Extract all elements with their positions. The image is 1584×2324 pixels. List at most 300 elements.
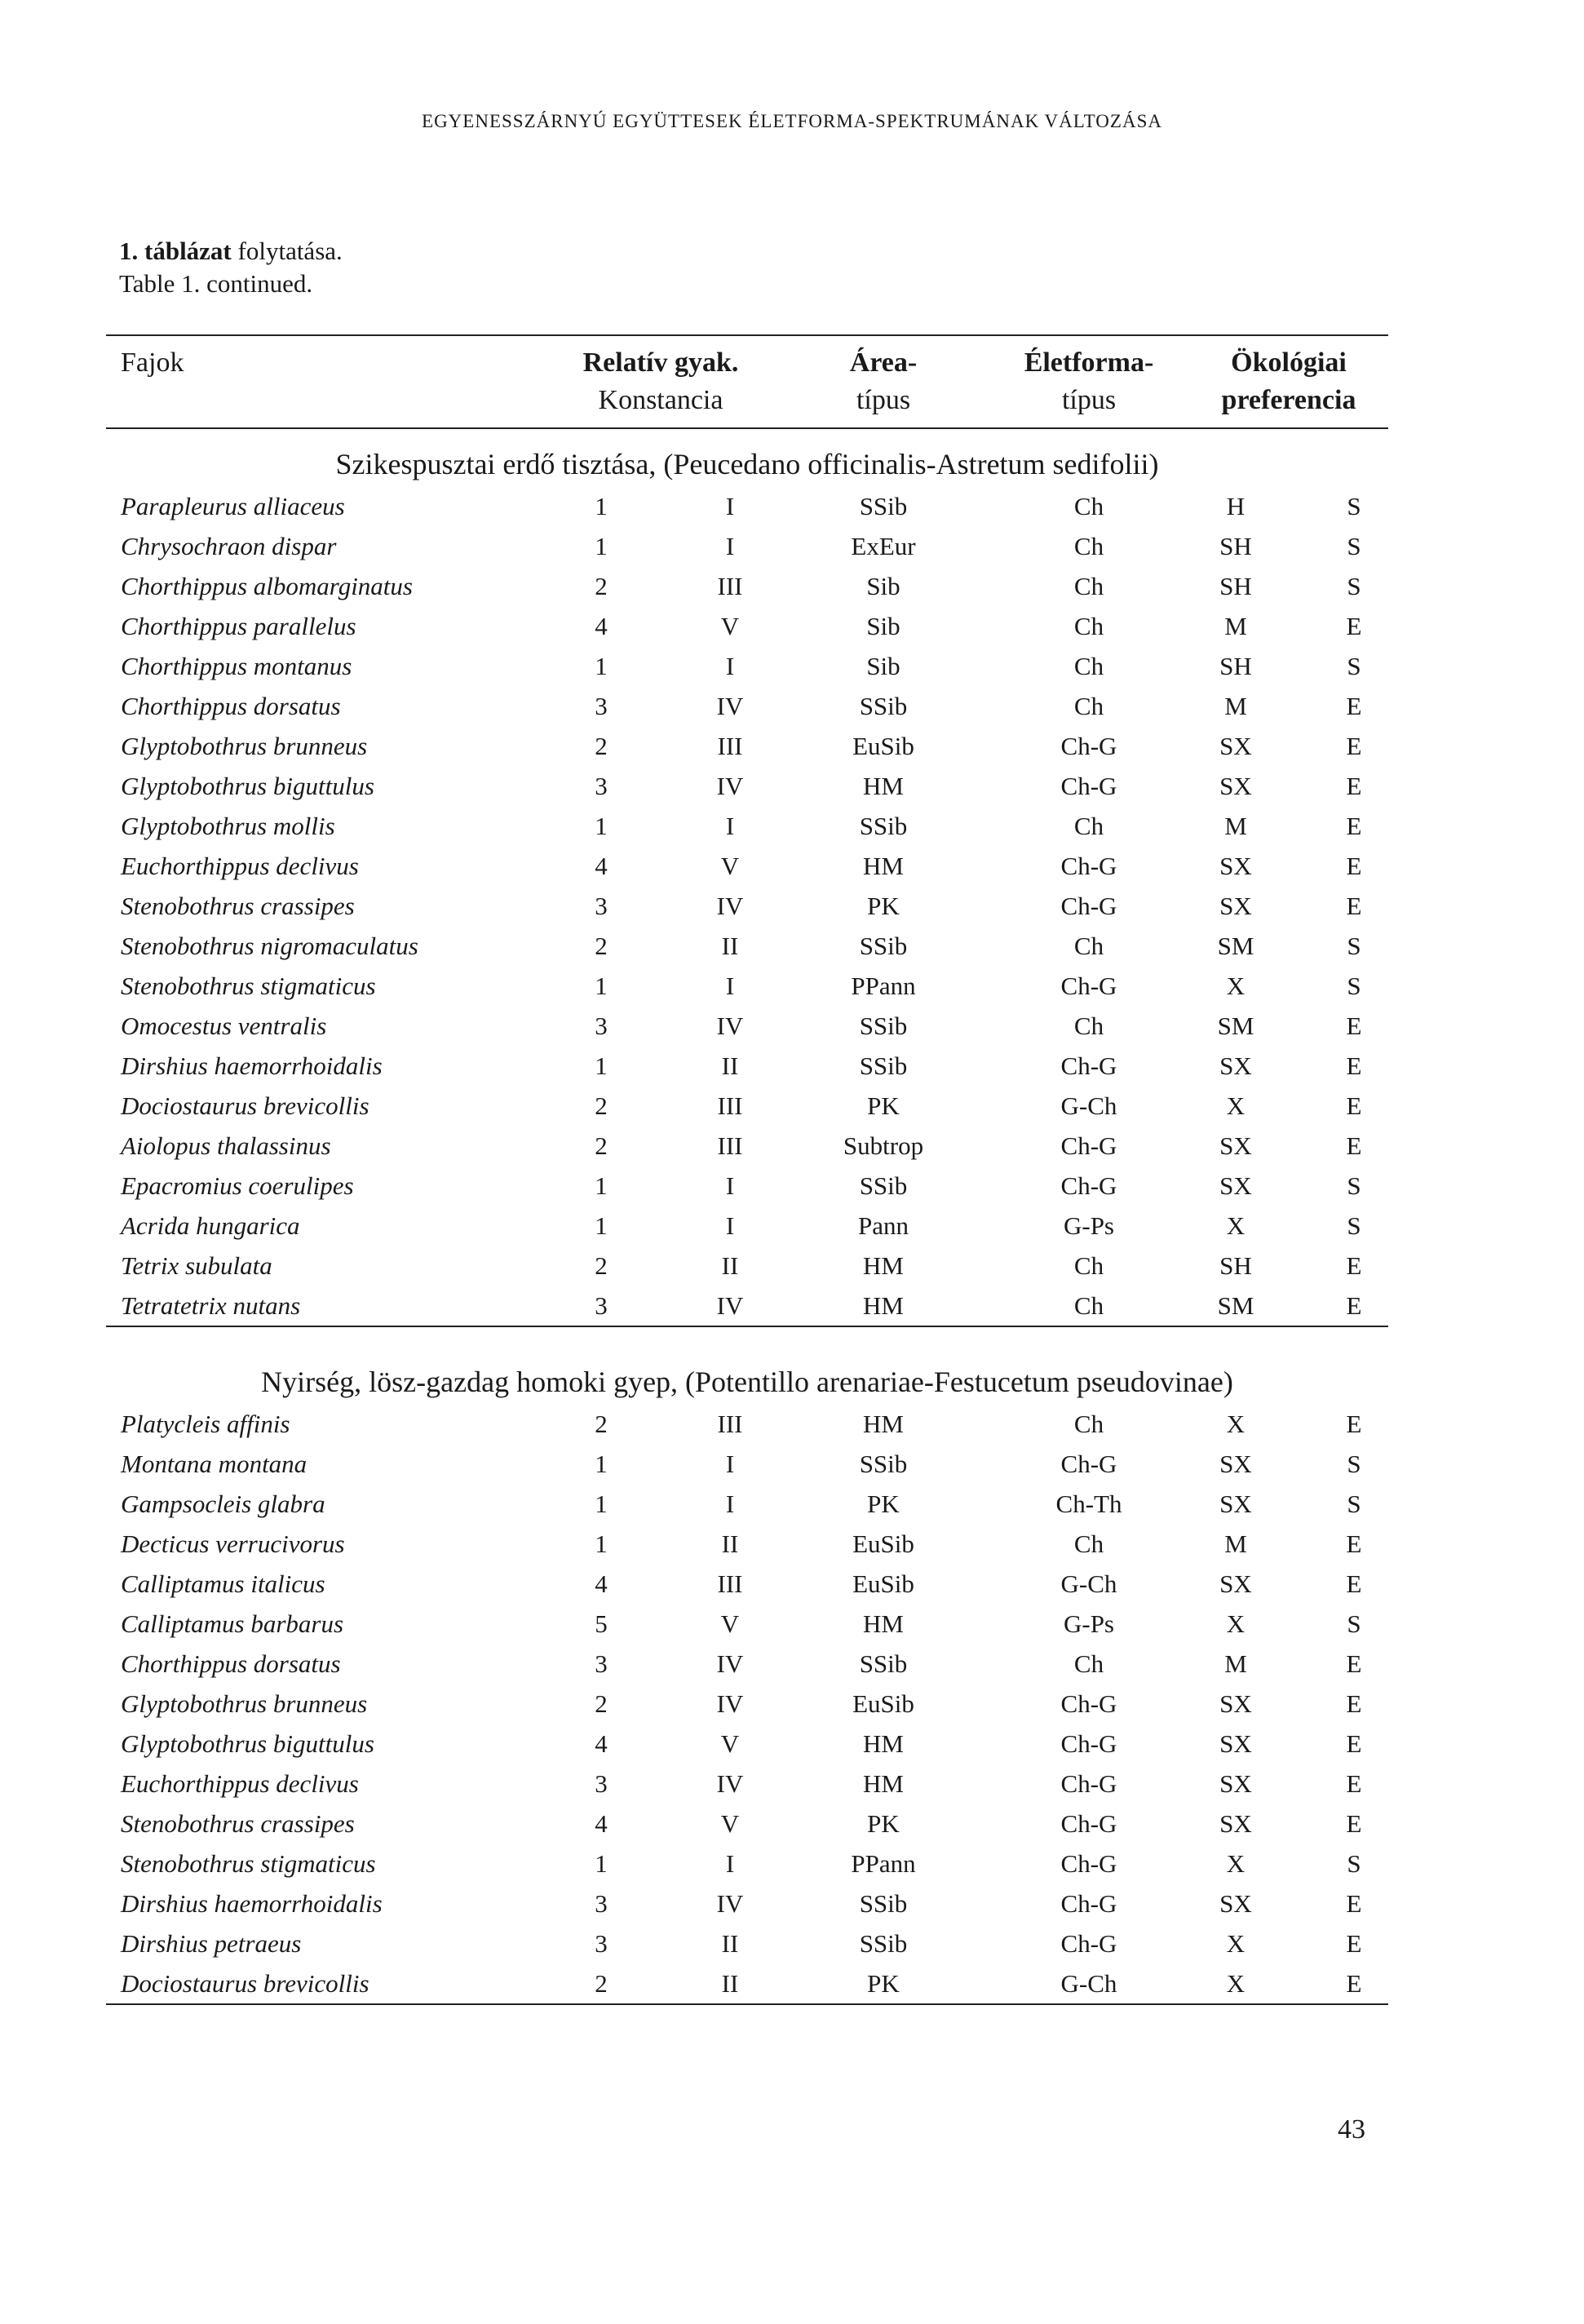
species-name: Epacromius coerulipes — [121, 1171, 354, 1200]
life-form-type: Ch — [1073, 1410, 1104, 1438]
relative-frequency: 1 — [595, 1529, 608, 1558]
area-type: HM — [863, 772, 904, 800]
constancy: V — [720, 1809, 740, 1838]
life-form-type: Ch — [1073, 1529, 1104, 1558]
area-type: HM — [863, 1769, 904, 1798]
constancy: IV — [716, 1291, 744, 1320]
relative-frequency: 2 — [595, 572, 608, 600]
header-bottom-rule — [106, 427, 1388, 429]
ecological-preference-moisture: M — [1224, 612, 1247, 640]
relative-frequency: 3 — [595, 1889, 608, 1918]
ecological-preference-class: E — [1346, 1529, 1362, 1558]
relative-frequency: 4 — [595, 612, 608, 640]
life-form-type: Ch-G — [1060, 1131, 1117, 1160]
life-form-type: Ch-G — [1060, 1849, 1117, 1878]
constancy: III — [717, 1091, 743, 1120]
table-row — [106, 1206, 1388, 1246]
species-name: Dirshius haemorrhoidalis — [121, 1051, 383, 1080]
ecological-preference-moisture: SX — [1219, 1809, 1252, 1838]
relative-frequency: 1 — [595, 1490, 608, 1518]
area-type: EuSib — [852, 732, 914, 760]
life-form-type: Ch — [1073, 652, 1104, 680]
section-bottom-rule — [106, 2003, 1388, 2005]
table-row — [106, 1246, 1388, 1286]
ecological-preference-moisture: X — [1226, 1609, 1246, 1638]
species-name: Montana montana — [121, 1450, 308, 1478]
ecological-preference-class: E — [1346, 1011, 1362, 1040]
life-form-type: Ch-G — [1060, 1809, 1117, 1838]
species-name: Chrysochraon dispar — [121, 532, 337, 560]
life-form-type: Ch-G — [1060, 892, 1117, 920]
area-type: HM — [863, 1410, 904, 1438]
area-type: SSib — [859, 1171, 908, 1200]
area-type: SSib — [859, 1649, 908, 1678]
ecological-preference-moisture: SX — [1219, 1769, 1252, 1798]
ecological-preference-moisture: SX — [1219, 1889, 1252, 1918]
constancy: IV — [716, 1889, 744, 1918]
area-type: HM — [863, 1729, 904, 1758]
relative-frequency: 4 — [595, 1809, 608, 1838]
life-form-type: Ch-G — [1060, 852, 1117, 880]
area-type: Sib — [866, 652, 900, 680]
area-type: HM — [863, 852, 904, 880]
area-type: Sib — [866, 572, 900, 600]
species-name: Chorthippus montanus — [121, 652, 352, 680]
ecological-preference-class: E — [1346, 1689, 1362, 1718]
species-name: Euchorthippus declivus — [121, 1769, 359, 1798]
constancy: V — [720, 1729, 740, 1758]
species-name: Acrida hungarica — [121, 1211, 300, 1240]
ecological-preference-moisture: SH — [1219, 532, 1252, 560]
relative-frequency: 3 — [595, 1769, 608, 1798]
ecological-preference-moisture: SX — [1219, 1131, 1252, 1160]
species-name: Glyptobothrus mollis — [121, 812, 335, 840]
area-type: Subtrop — [843, 1131, 924, 1160]
area-type: EuSib — [852, 1689, 914, 1718]
area-type: PK — [867, 1091, 900, 1120]
area-type: HM — [863, 1291, 904, 1320]
ecological-preference-class: E — [1346, 732, 1362, 760]
constancy: II — [721, 932, 739, 960]
life-form-type: Ch — [1073, 532, 1104, 560]
constancy: I — [725, 652, 735, 680]
area-type: SSib — [859, 1929, 908, 1958]
table-row — [106, 1644, 1388, 1684]
constancy: IV — [716, 772, 744, 800]
life-form-type: Ch — [1073, 1011, 1104, 1040]
header-ok-line2: preferencia — [1221, 385, 1356, 415]
ecological-preference-class: S — [1347, 1849, 1361, 1878]
ecological-preference-moisture: SX — [1219, 1490, 1252, 1518]
species-name: Tetratetrix nutans — [121, 1291, 301, 1320]
species-name: Glyptobothrus biguttulus — [121, 1729, 374, 1758]
table-row — [106, 1884, 1388, 1923]
ecological-preference-moisture: SX — [1219, 852, 1252, 880]
area-type: SSib — [859, 492, 908, 520]
life-form-type: G-Ch — [1060, 1569, 1117, 1598]
ecological-preference-class: E — [1346, 772, 1362, 800]
species-name: Aiolopus thalassinus — [121, 1131, 331, 1160]
area-type: PK — [867, 892, 900, 920]
header-area-line2: típus — [856, 385, 911, 415]
header-rel — [563, 344, 759, 419]
species-name: Parapleurus alliaceus — [121, 492, 345, 520]
life-form-type: Ch-G — [1060, 732, 1117, 760]
ecological-preference-moisture: SH — [1219, 1251, 1252, 1280]
constancy: I — [725, 1171, 735, 1200]
relative-frequency: 3 — [595, 692, 608, 720]
ecological-preference-moisture: M — [1224, 1529, 1247, 1558]
table-row — [106, 726, 1388, 766]
table-row — [106, 1564, 1388, 1604]
species-name: Chorthippus parallelus — [121, 612, 356, 640]
table-row — [106, 526, 1388, 566]
species-name: Chorthippus dorsatus — [121, 1649, 341, 1678]
species-name: Stenobothrus nigromaculatus — [121, 932, 418, 960]
life-form-type: Ch — [1073, 492, 1104, 520]
table-row — [106, 966, 1388, 1006]
constancy: II — [721, 1529, 739, 1558]
species-name: Platycleis affinis — [121, 1410, 290, 1438]
ecological-preference-class: E — [1346, 1769, 1362, 1798]
species-name: Calliptamus italicus — [121, 1569, 325, 1598]
ecological-preference-class: E — [1346, 1929, 1362, 1958]
constancy: III — [717, 1131, 743, 1160]
table-row — [106, 486, 1388, 526]
ecological-preference-moisture: X — [1226, 1969, 1246, 1998]
relative-frequency: 1 — [595, 1051, 608, 1080]
life-form-type: Ch-G — [1060, 1689, 1117, 1718]
species-name: Stenobothrus crassipes — [121, 892, 355, 920]
relative-frequency: 1 — [595, 1171, 608, 1200]
relative-frequency: 1 — [595, 532, 608, 560]
ecological-preference-class: E — [1346, 692, 1362, 720]
life-form-type: G-Ch — [1060, 1969, 1117, 1998]
relative-frequency: 2 — [595, 1969, 608, 1998]
species-name: Dociostaurus brevicollis — [121, 1091, 369, 1120]
species-name: Euchorthippus declivus — [121, 852, 359, 880]
table-row — [106, 1963, 1388, 2003]
ecological-preference-class: S — [1347, 492, 1361, 520]
ecological-preference-class: S — [1347, 652, 1361, 680]
life-form-type: G-Ps — [1063, 1609, 1114, 1638]
constancy: I — [725, 1211, 735, 1240]
table-row — [106, 1404, 1388, 1444]
constancy: IV — [716, 1689, 744, 1718]
life-form-type: Ch-G — [1060, 1171, 1117, 1200]
area-type: PK — [867, 1490, 900, 1518]
constancy: I — [725, 492, 735, 520]
constancy: III — [717, 572, 743, 600]
species-name: Tetrix subulata — [121, 1251, 272, 1280]
constancy: I — [725, 532, 735, 560]
species-name: Stenobothrus crassipes — [121, 1809, 355, 1838]
species-name: Dirshius haemorrhoidalis — [121, 1889, 383, 1918]
area-type: PPann — [851, 972, 916, 1000]
table-row — [106, 1764, 1388, 1804]
ecological-preference-moisture: X — [1226, 1849, 1246, 1878]
area-type: HM — [863, 1251, 904, 1280]
constancy: II — [721, 1251, 739, 1280]
relative-frequency: 1 — [595, 652, 608, 680]
life-form-type: Ch-G — [1060, 1729, 1117, 1758]
life-form-type: Ch-G — [1060, 772, 1117, 800]
area-type: SSib — [859, 1450, 908, 1478]
ecological-preference-moisture: SX — [1219, 1051, 1252, 1080]
constancy: I — [725, 1849, 735, 1878]
ecological-preference-class: S — [1347, 932, 1361, 960]
table-header — [106, 336, 1388, 427]
ecological-preference-moisture: SX — [1219, 1450, 1252, 1478]
life-form-type: Ch-G — [1060, 1929, 1117, 1958]
life-form-type: Ch-G — [1060, 1051, 1117, 1080]
relative-frequency: 1 — [595, 1211, 608, 1240]
table-row — [106, 1086, 1388, 1126]
relative-frequency: 5 — [595, 1609, 608, 1638]
caption-english: Table 1. continued. — [119, 269, 313, 298]
relative-frequency: 3 — [595, 892, 608, 920]
ecological-preference-moisture: SX — [1219, 772, 1252, 800]
header-elet-line2: típus — [1061, 385, 1117, 415]
ecological-preference-moisture: M — [1224, 812, 1247, 840]
table-row — [106, 1484, 1388, 1524]
header-rel-line2: Konstancia — [598, 385, 723, 415]
area-type: Pann — [858, 1211, 909, 1240]
species-name: Dociostaurus brevicollis — [121, 1969, 369, 1998]
relative-frequency: 2 — [595, 1091, 608, 1120]
relative-frequency: 3 — [595, 1011, 608, 1040]
area-type: EuSib — [852, 1529, 914, 1558]
relative-frequency: 3 — [595, 1649, 608, 1678]
ecological-preference-class: E — [1346, 892, 1362, 920]
area-type: PK — [867, 1969, 900, 1998]
table-row — [106, 1006, 1388, 1046]
relative-frequency: 1 — [595, 1849, 608, 1878]
ecological-preference-moisture: SM — [1217, 1011, 1254, 1040]
header-area — [822, 344, 945, 419]
ecological-preference-moisture: SM — [1217, 932, 1254, 960]
species-name: Stenobothrus stigmaticus — [121, 972, 376, 1000]
life-form-type: Ch — [1073, 812, 1104, 840]
ecological-preference-moisture: X — [1226, 972, 1246, 1000]
table-row — [106, 686, 1388, 726]
header-fajok: Fajok — [121, 347, 184, 378]
page-number: 43 — [1338, 2114, 1365, 2145]
area-type: SSib — [859, 932, 908, 960]
relative-frequency: 1 — [595, 492, 608, 520]
relative-frequency: 1 — [595, 1450, 608, 1478]
table-row — [106, 926, 1388, 966]
ecological-preference-moisture: M — [1224, 1649, 1247, 1678]
ecological-preference-moisture: SX — [1219, 1171, 1252, 1200]
ecological-preference-moisture: M — [1224, 692, 1247, 720]
life-form-type: Ch — [1073, 1649, 1104, 1678]
table-row — [106, 606, 1388, 646]
caption-label: 1. táblázat — [119, 237, 232, 265]
area-type: SSib — [859, 1051, 908, 1080]
ecological-preference-moisture: SH — [1219, 652, 1252, 680]
ecological-preference-class: E — [1346, 1291, 1362, 1320]
life-form-type: Ch-G — [1060, 972, 1117, 1000]
life-form-type: Ch — [1073, 1291, 1104, 1320]
ecological-preference-class: S — [1347, 1171, 1361, 1200]
area-type: Sib — [866, 612, 900, 640]
constancy: I — [725, 972, 735, 1000]
ecological-preference-moisture: SX — [1219, 1569, 1252, 1598]
species-name: Dirshius petraeus — [121, 1929, 302, 1958]
relative-frequency: 1 — [595, 972, 608, 1000]
ecological-preference-class: E — [1346, 1051, 1362, 1080]
ecological-preference-class: E — [1346, 1569, 1362, 1598]
relative-frequency: 3 — [595, 1929, 608, 1958]
running-head: EGYENESSZÁRNYÚ EGYÜTTESEK ÉLETFORMA-SPEKTRUMÁNAK VÁLTOZÁSA — [422, 111, 1162, 131]
relative-frequency: 2 — [595, 932, 608, 960]
species-name: Glyptobothrus biguttulus — [121, 772, 374, 800]
header-okologiai — [1191, 344, 1387, 419]
species-name: Stenobothrus stigmaticus — [121, 1849, 376, 1878]
table-row — [106, 806, 1388, 846]
ecological-preference-class: E — [1346, 1889, 1362, 1918]
ecological-preference-class: S — [1347, 1450, 1361, 1478]
table-row — [106, 1046, 1388, 1086]
table-row — [106, 846, 1388, 886]
section-gap — [106, 1327, 1388, 1347]
constancy: IV — [716, 1769, 744, 1798]
area-type: SSib — [859, 812, 908, 840]
ecological-preference-moisture: SX — [1219, 732, 1252, 760]
relative-frequency: 4 — [595, 852, 608, 880]
ecological-preference-moisture: SH — [1219, 572, 1252, 600]
relative-frequency: 3 — [595, 1291, 608, 1320]
header-elet-line1: Életforma- — [1024, 347, 1154, 378]
constancy: V — [720, 1609, 740, 1638]
table-row — [106, 646, 1388, 686]
ecological-preference-moisture: X — [1226, 1410, 1246, 1438]
ecological-preference-class: E — [1346, 1251, 1362, 1280]
area-type: PK — [867, 1809, 900, 1838]
species-name: Calliptamus barbarus — [121, 1609, 344, 1638]
table-row — [106, 766, 1388, 806]
constancy: V — [720, 612, 740, 640]
area-type: SSib — [859, 1889, 908, 1918]
area-type: EuSib — [852, 1569, 914, 1598]
species-name: Gampsocleis glabra — [121, 1490, 325, 1518]
area-type: HM — [863, 1609, 904, 1638]
life-form-type: Ch — [1073, 692, 1104, 720]
ecological-preference-class: E — [1346, 1131, 1362, 1160]
area-type: PPann — [851, 1849, 916, 1878]
header-ok-line1: Ökológiai — [1231, 347, 1347, 378]
ecological-preference-moisture: SX — [1219, 892, 1252, 920]
table-row — [106, 1804, 1388, 1844]
relative-frequency: 2 — [595, 1689, 608, 1718]
life-form-type: Ch-G — [1060, 1889, 1117, 1918]
ecological-preference-class: E — [1346, 1969, 1362, 1998]
header-elet — [1003, 344, 1175, 419]
ecological-preference-class: S — [1347, 1211, 1361, 1240]
ecological-preference-class: E — [1346, 1091, 1362, 1120]
table-row — [106, 1604, 1388, 1644]
table-row — [106, 1844, 1388, 1884]
ecological-preference-class: E — [1346, 812, 1362, 840]
relative-frequency: 2 — [595, 1131, 608, 1160]
constancy: III — [717, 1569, 743, 1598]
constancy: II — [721, 1969, 739, 1998]
constancy: I — [725, 1490, 735, 1518]
relative-frequency: 2 — [595, 1410, 608, 1438]
constancy: IV — [716, 1649, 744, 1678]
species-name: Glyptobothrus brunneus — [121, 732, 368, 760]
ecological-preference-moisture: SX — [1219, 1689, 1252, 1718]
life-form-type: Ch-G — [1060, 1450, 1117, 1478]
life-form-type: Ch-G — [1060, 1769, 1117, 1798]
table-row — [106, 1524, 1388, 1564]
life-form-type: Ch — [1073, 1251, 1104, 1280]
table-row — [106, 566, 1388, 606]
constancy: II — [721, 1929, 739, 1958]
table-row — [106, 886, 1388, 926]
ecological-preference-class: S — [1347, 532, 1361, 560]
area-type: SSib — [859, 1011, 908, 1040]
constancy: IV — [716, 892, 744, 920]
ecological-preference-moisture: X — [1226, 1211, 1246, 1240]
ecological-preference-moisture: H — [1226, 492, 1246, 520]
header-rel-line1: Relatív gyak. — [582, 347, 739, 378]
species-name: Glyptobothrus brunneus — [121, 1689, 368, 1718]
ecological-preference-class: S — [1347, 972, 1361, 1000]
relative-frequency: 2 — [595, 732, 608, 760]
ecological-preference-class: S — [1347, 572, 1361, 600]
table-row — [106, 1166, 1388, 1206]
ecological-preference-class: S — [1347, 1609, 1361, 1638]
ecological-preference-class: E — [1346, 612, 1362, 640]
species-name: Chorthippus albomarginatus — [121, 572, 413, 600]
constancy: IV — [716, 692, 744, 720]
ecological-preference-class: E — [1346, 1729, 1362, 1758]
relative-frequency: 3 — [595, 772, 608, 800]
section-title: Nyirség, lösz-gazdag homoki gyep, (Potentillo arenariae-Festucetum pseudovinae) — [261, 1366, 1233, 1398]
area-type: SSib — [859, 692, 908, 720]
ecological-preference-class: E — [1346, 1809, 1362, 1838]
ecological-preference-class: E — [1346, 1649, 1362, 1678]
ecological-preference-moisture: X — [1226, 1929, 1246, 1958]
relative-frequency: 4 — [595, 1729, 608, 1758]
ecological-preference-moisture: X — [1226, 1091, 1246, 1120]
ecological-preference-class: E — [1346, 852, 1362, 880]
constancy: II — [721, 1051, 739, 1080]
constancy: III — [717, 732, 743, 760]
life-form-type: Ch — [1073, 612, 1104, 640]
species-table — [106, 334, 1388, 2005]
life-form-type: G-Ps — [1063, 1211, 1114, 1240]
species-name: Decticus verrucivorus — [121, 1529, 345, 1558]
life-form-type: Ch-Th — [1055, 1490, 1122, 1518]
ecological-preference-moisture: SM — [1217, 1291, 1254, 1320]
relative-frequency: 4 — [595, 1569, 608, 1598]
constancy: III — [717, 1410, 743, 1438]
table-row — [106, 1286, 1388, 1326]
relative-frequency: 2 — [595, 1251, 608, 1280]
constancy: I — [725, 812, 735, 840]
section-title: Szikespusztai erdő tisztása, (Peucedano officinalis-Astretum sedifolii) — [335, 448, 1159, 480]
table-caption — [119, 235, 343, 300]
table-row — [106, 1684, 1388, 1724]
relative-frequency: 1 — [595, 812, 608, 840]
species-name: Chorthippus dorsatus — [121, 692, 341, 720]
header-area-line1: Área- — [849, 347, 918, 378]
life-form-type: Ch — [1073, 572, 1104, 600]
ecological-preference-class: S — [1347, 1490, 1361, 1518]
